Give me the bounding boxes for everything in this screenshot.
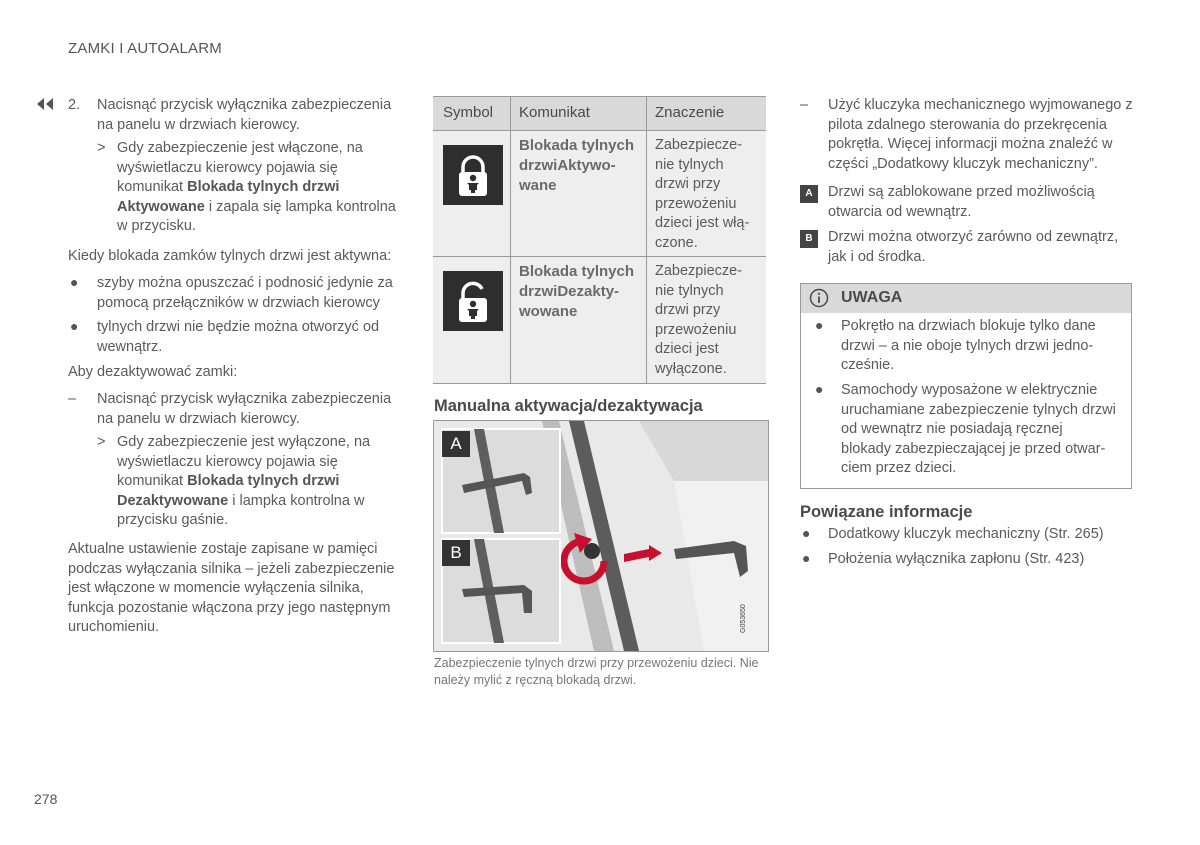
page-number: 278: [34, 791, 58, 807]
table-cell-meaning: Zabezpiecze-nie tylnych drzwi przy przewożeniu dzieci jest włą-czone.: [655, 137, 750, 251]
result-activated: [68, 139, 403, 239]
state-b: [800, 228, 1135, 268]
result-text-end: i lampka kontrolna w przycisku gaśnie.: [117, 492, 365, 529]
info-icon: [809, 288, 829, 308]
related-link-text[interactable]: Dodatkowy kluczyk mechaniczny (Str. 265): [828, 526, 1104, 542]
result-text: Gdy zabezpieczenie jest wyłączone, na wyświetlaczu kierowcy pojawia się komunikat: [117, 434, 371, 490]
table-header: [433, 97, 766, 131]
column-header-meaning: Znaczenie: [655, 104, 725, 121]
result-deactivated: [68, 433, 403, 533]
badge-b: B: [800, 230, 818, 248]
bullet: ●: [70, 274, 79, 290]
list-item: [68, 274, 403, 314]
related-link-text[interactable]: Położenia wyłącznika zapłonu (Str. 423): [828, 551, 1085, 567]
table-cell-message: Blokada tylnych drzwiAktywo-wane: [519, 137, 635, 194]
bullet: ●: [802, 550, 811, 566]
bullet: ●: [815, 381, 824, 397]
key-step: [800, 96, 1135, 176]
warning-box: [800, 283, 1132, 489]
state-a-text: Drzwi są zablokowane przed możliwością otwarcia od wewnątrz.: [828, 184, 1095, 220]
warning-title: UWAGA: [841, 289, 903, 306]
figure-code: G053650: [740, 604, 747, 633]
bullet: ●: [815, 317, 824, 333]
step-2-text: Nacisnąć przycisk wyłącznika zabezpieczenia na panelu w drzwiach kierowcy.: [97, 97, 392, 133]
deactivate-intro: Aby dezaktywować zamki:: [68, 364, 238, 380]
key-step-text: Użyć kluczyka mechanicznego wyjmowanego z pilota zdalnego sterowania do przekręcenia pokrętła. Więcej informacji można znaleźć w części „Dodatkowy kluczyk mechaniczny”.: [828, 97, 1133, 172]
list-item: [68, 318, 403, 358]
list-item: [813, 381, 1123, 481]
display-message-activated: Blokada tylnych drzwi Aktywowane: [117, 179, 340, 215]
closing-paragraph: Aktualne ustawienie zostaje zapisane w pamięci podczas wyłączania silnika – jeżeli zabezpieczenie jest włączone w momencie wyłączenia silnika, funkcja pozostanie włączona przy jego następnym uruchomieniu.: [68, 541, 395, 636]
dash-marker: –: [800, 97, 809, 113]
result-text-end: i zapala się lampka kontrolna w przycisku.: [117, 198, 396, 235]
active-intro: Kiedy blokada zamków tylnych drzwi jest aktywna:: [68, 248, 392, 264]
table-cell-meaning: Zabezpiecze-nie tylnych drzwi przy przewożeniu dzieci jest wyłączone.: [655, 263, 743, 377]
table-row: [433, 131, 766, 257]
result-marker: >: [97, 434, 106, 450]
child-lock-illustration: [433, 420, 769, 652]
child-lock-locked-icon: [443, 145, 503, 205]
badge-a: A: [800, 185, 818, 203]
section-header: ZAMKI I AUTOALARM: [68, 40, 222, 57]
warning-item-text: Samochody wyposażone w elektrycznie uruchamiane zabezpieczenie tylnych drzwi od wewnątrz nie posiadają ręcznej blokady zabezpieczającej je przed otwar-ciem przez dzieci.: [841, 382, 1116, 477]
state-a: [800, 183, 1135, 223]
related-info-title: Powiązane informacje: [800, 503, 973, 521]
figure-label-a: A: [442, 431, 470, 457]
messages-table: [433, 96, 766, 384]
previous-page-icon[interactable]: [36, 97, 54, 111]
manual-section-title: Manualna aktywacja/dezaktywacja: [434, 397, 703, 415]
result-marker: >: [97, 140, 106, 156]
warning-item-text: Pokrętło na drzwiach blokuje tylko dane drzwi – a nie oboje tylnych drzwi jedno-cześnie.: [841, 318, 1096, 374]
column-header-symbol: Symbol: [443, 104, 494, 121]
table-cell-message: Blokada tylnych drzwiDezakty-wowane: [519, 263, 635, 320]
column-header-message: Komunikat: [519, 104, 590, 121]
deactivate-step: [68, 390, 403, 430]
step-number: 2.: [68, 97, 81, 113]
child-lock-unlocked-icon: [443, 271, 503, 331]
result-activated-text: [117, 139, 407, 237]
table-row: [433, 257, 766, 384]
dash-marker: –: [68, 391, 77, 407]
list-item-text: tylnych drzwi nie będzie można otworzyć od wewnątrz.: [97, 319, 380, 355]
bullet: ●: [802, 525, 811, 541]
result-deactivated-text: [117, 433, 407, 531]
step-2: [68, 96, 403, 136]
bullet: ●: [70, 318, 79, 334]
state-b-text: Drzwi można otworzyć zarówno od zewnątrz, jak i od środka.: [828, 229, 1119, 265]
warning-header: [801, 284, 1131, 313]
deactivate-step-text: Nacisnąć przycisk wyłącznika zabezpieczenia na panelu w drzwiach kierowcy.: [97, 391, 392, 427]
related-link[interactable]: [800, 525, 1135, 545]
figure-caption: Zabezpieczenie tylnych drzwi przy przewożeniu dzieci. Nie należy mylić z ręczną blokadą drzwi.: [434, 656, 759, 687]
related-link[interactable]: [800, 550, 1135, 570]
list-item-text: szyby można opuszczać i podnosić jedynie za pomocą przełączników w drzwiach kierowcy: [97, 275, 393, 311]
list-item: [813, 317, 1123, 377]
display-message-deactivated: Blokada tylnych drzwi Dezaktywowane: [117, 473, 340, 509]
figure-label-b: B: [442, 540, 470, 566]
result-text: Gdy zabezpieczenie jest włączone, na wyświetlaczu kierowcy pojawia się komunikat: [117, 140, 363, 196]
